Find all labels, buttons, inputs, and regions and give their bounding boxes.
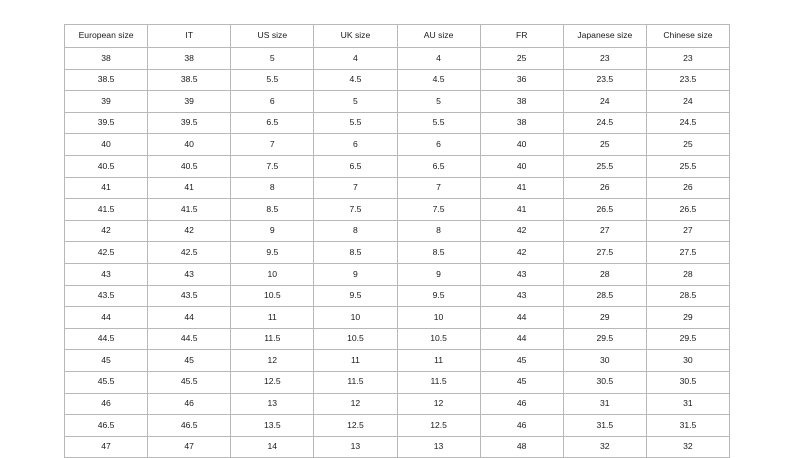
table-cell: 42 bbox=[65, 220, 148, 242]
table-cell: 10.5 bbox=[314, 328, 397, 350]
size-conversion-table bbox=[64, 24, 730, 458]
table-cell: 12 bbox=[314, 393, 397, 415]
table-cell: 43 bbox=[148, 263, 231, 285]
table-cell: 8 bbox=[314, 220, 397, 242]
table-cell: 28.5 bbox=[563, 285, 646, 307]
table-cell: 28 bbox=[646, 263, 729, 285]
table-cell: 7.5 bbox=[314, 199, 397, 221]
table-cell: 23 bbox=[646, 48, 729, 70]
table-row bbox=[65, 69, 730, 91]
table-cell: 29.5 bbox=[646, 328, 729, 350]
table-cell: 45 bbox=[65, 350, 148, 372]
table-cell: 9 bbox=[397, 263, 480, 285]
column-header: UK size bbox=[314, 25, 397, 48]
table-cell: 31.5 bbox=[563, 415, 646, 437]
table-cell: 41 bbox=[480, 177, 563, 199]
table-cell: 8 bbox=[397, 220, 480, 242]
table-cell: 27.5 bbox=[563, 242, 646, 264]
table-cell: 39 bbox=[148, 91, 231, 113]
table-cell: 45.5 bbox=[148, 371, 231, 393]
table-cell: 6 bbox=[231, 91, 314, 113]
table-cell: 26.5 bbox=[646, 199, 729, 221]
table-cell: 6.5 bbox=[314, 155, 397, 177]
table-cell: 24.5 bbox=[646, 112, 729, 134]
table-cell: 46.5 bbox=[65, 415, 148, 437]
table-cell: 9.5 bbox=[397, 285, 480, 307]
table-cell: 26 bbox=[646, 177, 729, 199]
table-cell: 36 bbox=[480, 69, 563, 91]
table-cell: 31 bbox=[563, 393, 646, 415]
table-cell: 39.5 bbox=[148, 112, 231, 134]
table-cell: 28.5 bbox=[646, 285, 729, 307]
table-cell: 46 bbox=[148, 393, 231, 415]
table-cell: 25.5 bbox=[563, 155, 646, 177]
table-cell: 42.5 bbox=[148, 242, 231, 264]
table-cell: 24.5 bbox=[563, 112, 646, 134]
table-body bbox=[65, 48, 730, 458]
table-cell: 30.5 bbox=[646, 371, 729, 393]
column-header: US size bbox=[231, 25, 314, 48]
table-cell: 43 bbox=[65, 263, 148, 285]
table-cell: 41.5 bbox=[65, 199, 148, 221]
table-cell: 41 bbox=[65, 177, 148, 199]
table-cell: 13.5 bbox=[231, 415, 314, 437]
table-cell: 4.5 bbox=[397, 69, 480, 91]
table-cell: 47 bbox=[148, 436, 231, 458]
table-cell: 47 bbox=[65, 436, 148, 458]
table-cell: 44.5 bbox=[65, 328, 148, 350]
table-cell: 10 bbox=[231, 263, 314, 285]
table-row bbox=[65, 134, 730, 156]
table-cell: 10 bbox=[314, 307, 397, 329]
table-cell: 7 bbox=[314, 177, 397, 199]
table-row bbox=[65, 177, 730, 199]
table-cell: 11.5 bbox=[397, 371, 480, 393]
table-row bbox=[65, 436, 730, 458]
table-cell: 13 bbox=[314, 436, 397, 458]
table-row bbox=[65, 415, 730, 437]
table-cell: 31 bbox=[646, 393, 729, 415]
table-cell: 4 bbox=[397, 48, 480, 70]
table-cell: 48 bbox=[480, 436, 563, 458]
table-cell: 5.5 bbox=[397, 112, 480, 134]
table-cell: 32 bbox=[563, 436, 646, 458]
table-row bbox=[65, 371, 730, 393]
table-cell: 9.5 bbox=[231, 242, 314, 264]
table-cell: 10.5 bbox=[397, 328, 480, 350]
table-row bbox=[65, 263, 730, 285]
table-cell: 8.5 bbox=[231, 199, 314, 221]
table-cell: 46 bbox=[480, 393, 563, 415]
table-cell: 30 bbox=[563, 350, 646, 372]
table-cell: 7.5 bbox=[231, 155, 314, 177]
table-row bbox=[65, 393, 730, 415]
table-cell: 27 bbox=[646, 220, 729, 242]
column-header: FR bbox=[480, 25, 563, 48]
table-cell: 42 bbox=[148, 220, 231, 242]
table-cell: 44.5 bbox=[148, 328, 231, 350]
table-cell: 44 bbox=[480, 328, 563, 350]
table-cell: 44 bbox=[480, 307, 563, 329]
table-cell: 30.5 bbox=[563, 371, 646, 393]
table-cell: 42 bbox=[480, 220, 563, 242]
table-cell: 45.5 bbox=[65, 371, 148, 393]
table-cell: 41 bbox=[148, 177, 231, 199]
column-header: AU size bbox=[397, 25, 480, 48]
table-cell: 25.5 bbox=[646, 155, 729, 177]
table-cell: 40 bbox=[480, 134, 563, 156]
table-cell: 40 bbox=[148, 134, 231, 156]
table-header bbox=[65, 25, 730, 48]
table-row bbox=[65, 199, 730, 221]
table-cell: 11 bbox=[314, 350, 397, 372]
column-header: Chinese size bbox=[646, 25, 729, 48]
table-cell: 29 bbox=[563, 307, 646, 329]
table-cell: 6 bbox=[397, 134, 480, 156]
table-cell: 43.5 bbox=[65, 285, 148, 307]
table-cell: 8.5 bbox=[314, 242, 397, 264]
table-cell: 38 bbox=[480, 112, 563, 134]
table-cell: 10 bbox=[397, 307, 480, 329]
table-cell: 31.5 bbox=[646, 415, 729, 437]
table-cell: 9 bbox=[231, 220, 314, 242]
table-cell: 38.5 bbox=[148, 69, 231, 91]
table-cell: 9.5 bbox=[314, 285, 397, 307]
table-cell: 5.5 bbox=[231, 69, 314, 91]
table-cell: 23.5 bbox=[563, 69, 646, 91]
table-header-row bbox=[65, 25, 730, 48]
table-cell: 24 bbox=[646, 91, 729, 113]
table-cell: 14 bbox=[231, 436, 314, 458]
table-cell: 26.5 bbox=[563, 199, 646, 221]
table-cell: 38 bbox=[65, 48, 148, 70]
table-cell: 43 bbox=[480, 263, 563, 285]
table-cell: 29 bbox=[646, 307, 729, 329]
table-cell: 7 bbox=[231, 134, 314, 156]
table-cell: 46 bbox=[65, 393, 148, 415]
table-cell: 13 bbox=[397, 436, 480, 458]
table-cell: 8.5 bbox=[397, 242, 480, 264]
table-cell: 12.5 bbox=[231, 371, 314, 393]
table-cell: 44 bbox=[65, 307, 148, 329]
table-row bbox=[65, 91, 730, 113]
table-cell: 44 bbox=[148, 307, 231, 329]
table-cell: 41.5 bbox=[148, 199, 231, 221]
table-cell: 6 bbox=[314, 134, 397, 156]
table-cell: 5 bbox=[397, 91, 480, 113]
table-cell: 41 bbox=[480, 199, 563, 221]
table-cell: 43 bbox=[480, 285, 563, 307]
table-cell: 12.5 bbox=[314, 415, 397, 437]
table-cell: 42 bbox=[480, 242, 563, 264]
table-cell: 11.5 bbox=[231, 328, 314, 350]
table-cell: 25 bbox=[480, 48, 563, 70]
table-cell: 13 bbox=[231, 393, 314, 415]
table-cell: 27 bbox=[563, 220, 646, 242]
table-cell: 6.5 bbox=[397, 155, 480, 177]
table-cell: 40.5 bbox=[65, 155, 148, 177]
table-row bbox=[65, 48, 730, 70]
column-header: European size bbox=[65, 25, 148, 48]
table-cell: 4.5 bbox=[314, 69, 397, 91]
table-cell: 25 bbox=[563, 134, 646, 156]
table-cell: 40 bbox=[65, 134, 148, 156]
table-cell: 39 bbox=[65, 91, 148, 113]
table-cell: 40.5 bbox=[148, 155, 231, 177]
table-cell: 23 bbox=[563, 48, 646, 70]
table-cell: 43.5 bbox=[148, 285, 231, 307]
table-cell: 8 bbox=[231, 177, 314, 199]
table-cell: 23.5 bbox=[646, 69, 729, 91]
table-cell: 6.5 bbox=[231, 112, 314, 134]
table-cell: 5.5 bbox=[314, 112, 397, 134]
table-row bbox=[65, 307, 730, 329]
table-cell: 11 bbox=[397, 350, 480, 372]
table-cell: 32 bbox=[646, 436, 729, 458]
table-cell: 10.5 bbox=[231, 285, 314, 307]
table-row bbox=[65, 350, 730, 372]
table-cell: 45 bbox=[148, 350, 231, 372]
table-cell: 5 bbox=[314, 91, 397, 113]
size-conversion-table-container bbox=[64, 24, 730, 458]
table-row bbox=[65, 112, 730, 134]
table-cell: 9 bbox=[314, 263, 397, 285]
table-cell: 5 bbox=[231, 48, 314, 70]
table-cell: 46 bbox=[480, 415, 563, 437]
table-row bbox=[65, 220, 730, 242]
table-row bbox=[65, 242, 730, 264]
table-row bbox=[65, 285, 730, 307]
table-cell: 12 bbox=[397, 393, 480, 415]
table-row bbox=[65, 328, 730, 350]
table-cell: 4 bbox=[314, 48, 397, 70]
table-cell: 30 bbox=[646, 350, 729, 372]
table-cell: 11.5 bbox=[314, 371, 397, 393]
table-cell: 38 bbox=[148, 48, 231, 70]
table-cell: 39.5 bbox=[65, 112, 148, 134]
table-row bbox=[65, 155, 730, 177]
table-cell: 7 bbox=[397, 177, 480, 199]
table-cell: 28 bbox=[563, 263, 646, 285]
table-cell: 12.5 bbox=[397, 415, 480, 437]
table-cell: 27.5 bbox=[646, 242, 729, 264]
table-cell: 25 bbox=[646, 134, 729, 156]
table-cell: 12 bbox=[231, 350, 314, 372]
table-cell: 24 bbox=[563, 91, 646, 113]
table-cell: 38.5 bbox=[65, 69, 148, 91]
column-header: Japanese size bbox=[563, 25, 646, 48]
table-cell: 40 bbox=[480, 155, 563, 177]
table-cell: 38 bbox=[480, 91, 563, 113]
table-cell: 42.5 bbox=[65, 242, 148, 264]
table-cell: 7.5 bbox=[397, 199, 480, 221]
table-cell: 11 bbox=[231, 307, 314, 329]
table-cell: 45 bbox=[480, 371, 563, 393]
table-cell: 29.5 bbox=[563, 328, 646, 350]
table-cell: 26 bbox=[563, 177, 646, 199]
table-cell: 45 bbox=[480, 350, 563, 372]
table-cell: 46.5 bbox=[148, 415, 231, 437]
column-header: IT bbox=[148, 25, 231, 48]
